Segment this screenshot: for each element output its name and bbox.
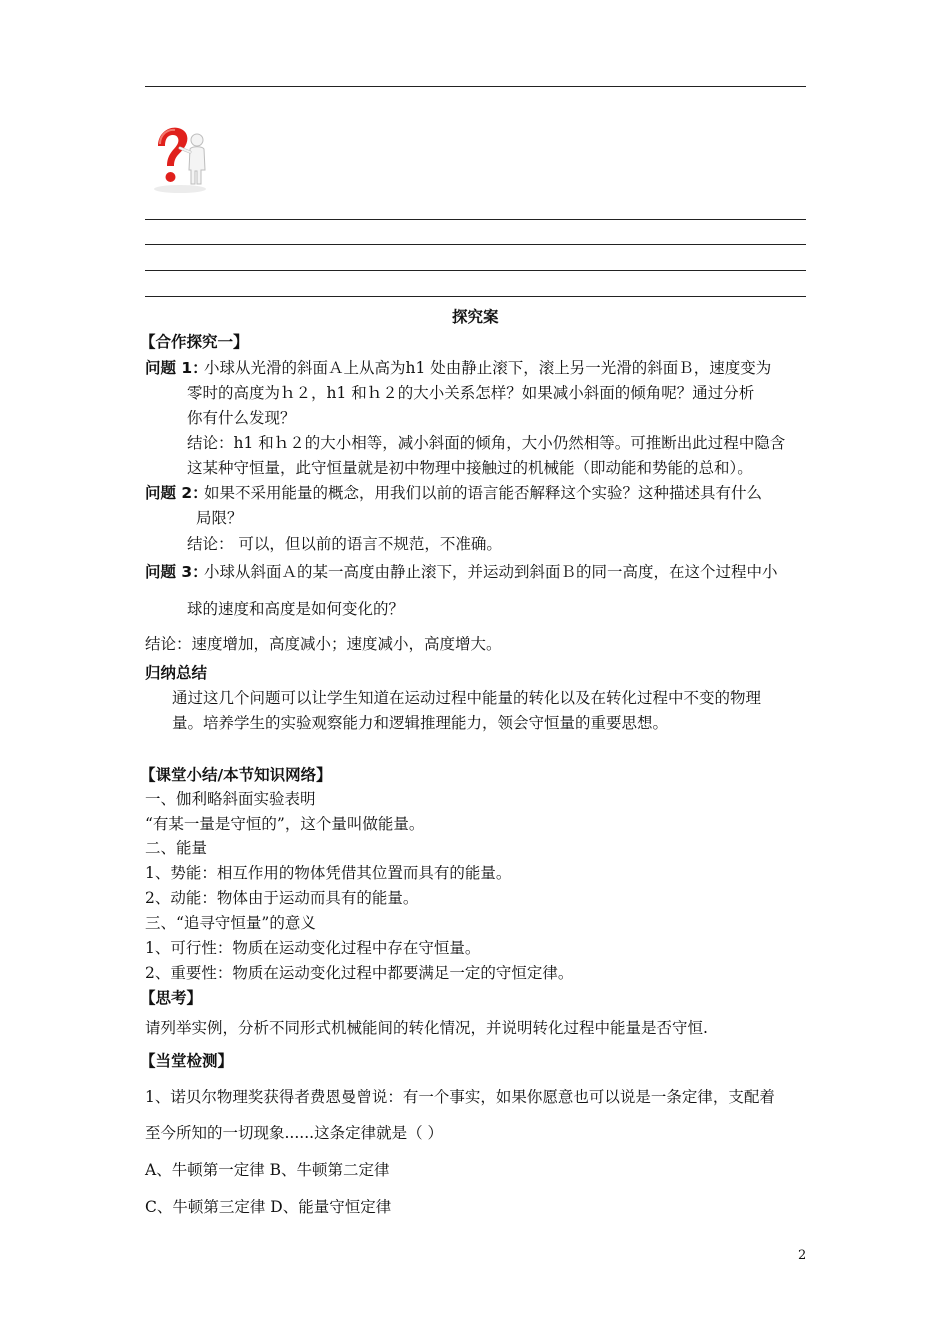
q1-line-1: 小球从光滑的斜面Ａ上从高为h1 处由静止滚下，滚上另一光滑的斜面Ｂ，速度变为 (204, 359, 772, 377)
q1-line-2: 零时的高度为ｈ２，h1 和ｈ２的大小关系怎样？如果减小斜面的倾角呢？通过分析 (187, 384, 755, 402)
q3-line-2: 球的速度和高度是如何变化的？ (187, 600, 405, 618)
q3-line-1: 小球从斜面Ａ的某一高度由静止滚下，并运动到斜面Ｂ的同一高度，在这个过程中小 (204, 563, 778, 581)
q1-line-3: 你有什么发现？ (187, 409, 296, 427)
recap-line-6: 三、“追寻守恒量”的意义 (145, 914, 316, 932)
test-heading: 【当堂检测】 (140, 1052, 234, 1070)
q3-label: 问题 3： (145, 563, 208, 581)
blank-line-4 (145, 296, 806, 297)
q1-label: 问题 1： (145, 359, 208, 377)
blank-line-1 (145, 219, 806, 220)
recap-heading: 【课堂小结/本节知识网络】 (140, 766, 332, 784)
test-option-cd: C、牛顿第三定律 D、能量守恒定律 (145, 1198, 392, 1216)
think-text: 请列举实例，分析不同形式机械能间的转化情况，并说明转化过程中能量是否守恒. (145, 1019, 708, 1037)
recap-line-3: 二、能量 (145, 839, 208, 857)
q2-line-2: 局限？ (196, 509, 243, 527)
summary-heading: 归纳总结 (145, 664, 208, 682)
summary-line-1: 通过这几个问题可以让学生知道在运动过程中能量的转化以及在转化过程中不变的物理 (172, 689, 762, 707)
top-rule (145, 86, 806, 87)
blank-line-3 (145, 270, 806, 271)
page-number: 2 (798, 1248, 807, 1263)
section-title: 探究案 (452, 308, 499, 326)
test-question-line-2: 至今所知的一切现象......这条定律就是（ ） (145, 1124, 443, 1142)
q1-conclusion-1: 结论：h1 和ｈ２的大小相等，减小斜面的倾角，大小仍然相等。可推断出此过程中隐含 (187, 434, 786, 452)
recap-line-1: 一、伽利略斜面实验表明 (145, 790, 316, 808)
q2-conclusion: 结论： 可以，但以前的语言不规范，不准确。 (187, 535, 502, 553)
recap-line-5: 2、动能：物体由于运动而具有的能量。 (145, 889, 419, 907)
test-option-ab: A、牛顿第一定律 B、牛顿第二定律 (145, 1161, 390, 1179)
recap-line-4: 1、势能：相互作用的物体凭借其位置而具有的能量。 (145, 864, 512, 882)
think-heading: 【思考】 (140, 989, 203, 1007)
recap-line-2: “有某一量是守恒的”，这个量叫做能量。 (145, 815, 425, 833)
recap-line-7: 1、可行性：物质在运动变化过程中存在守恒量。 (145, 939, 481, 957)
q1-conclusion-2: 这某种守恒量，此守恒量就是初中物理中接触过的机械能（即动能和势能的总和）。 (187, 459, 753, 477)
coop-heading: 【合作探究一】 (140, 333, 249, 351)
q2-line-1: 如果不采用能量的概念，用我们以前的语言能否解释这个实验？这种描述具有什么 (204, 484, 763, 502)
test-question-line-1: 1、诺贝尔物理奖获得者费恩曼曾说：有一个事实，如果你愿意也可以说是一条定律，支配着 (145, 1088, 775, 1106)
q2-label: 问题 2： (145, 484, 208, 502)
question-mark-figure-icon (150, 124, 216, 194)
recap-line-8: 2、重要性：物质在运动变化过程中都要满足一定的守恒定律。 (145, 964, 574, 982)
q3-conclusion: 结论：速度增加，高度减小；速度减小，高度增大。 (145, 635, 502, 653)
summary-line-2: 量。培养学生的实验观察能力和逻辑推理能力，领会守恒量的重要思想。 (172, 714, 669, 732)
blank-line-2 (145, 244, 806, 245)
